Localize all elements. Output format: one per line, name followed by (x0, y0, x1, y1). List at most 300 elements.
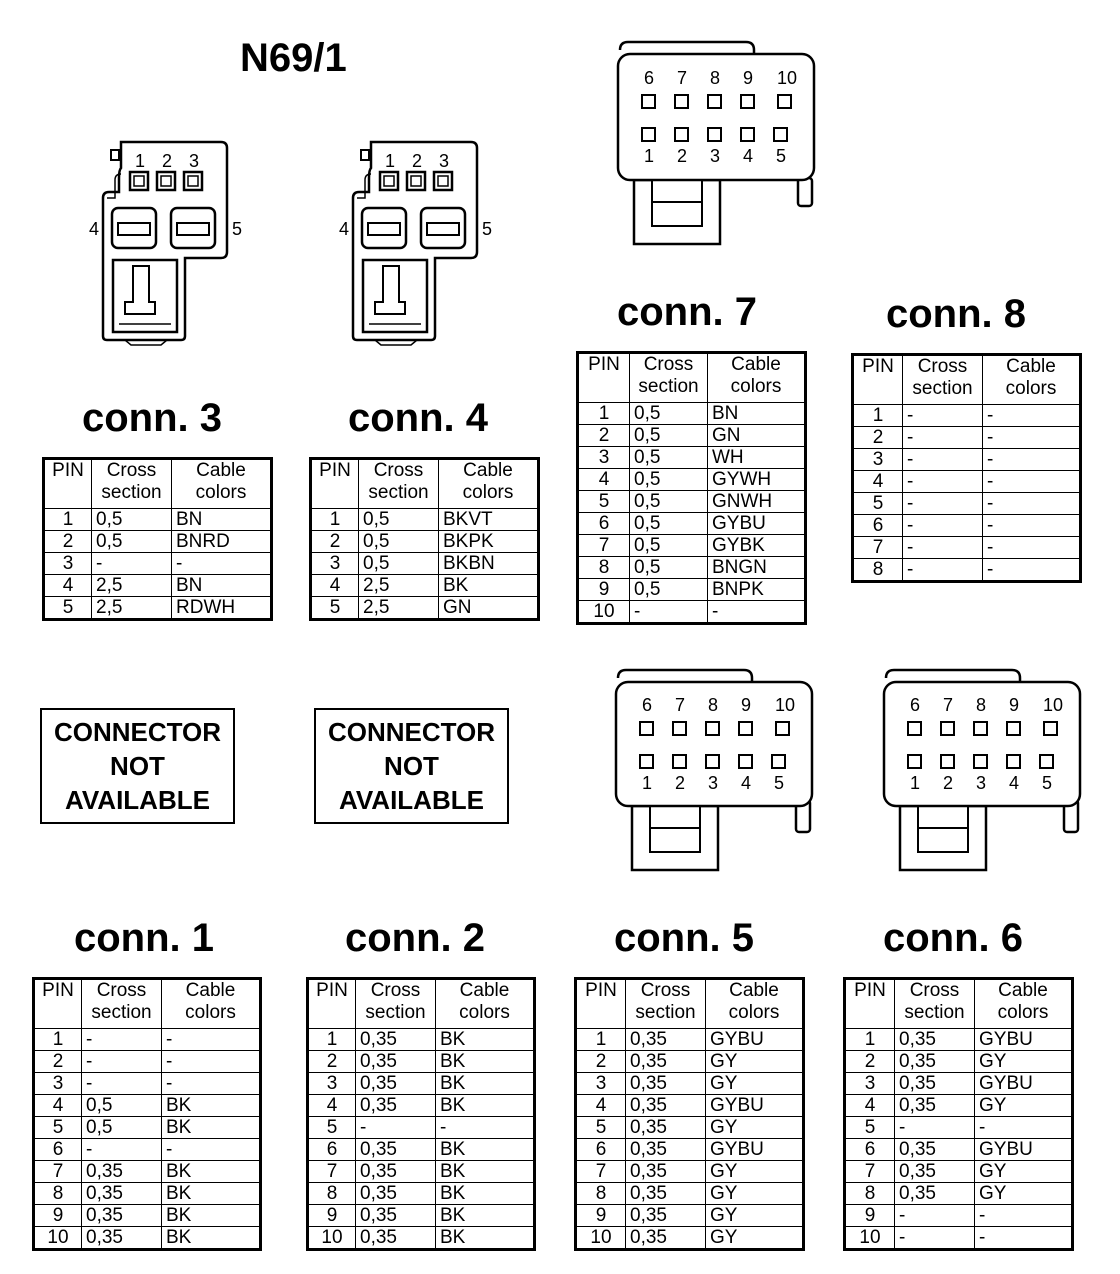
table-row (308, 1161, 535, 1183)
pin-number-cell: 2 (853, 427, 903, 449)
cross-section-cell: - (82, 1029, 162, 1051)
table-row (576, 1117, 804, 1139)
cable-color-cell: GY (706, 1227, 804, 1250)
cable-color-cell: - (983, 405, 1081, 427)
pin-label: 4 (1008, 773, 1020, 793)
cable-color-cell: - (983, 471, 1081, 493)
cable-color-cell: GYBU (706, 1139, 804, 1161)
cross-section-cell: - (82, 1073, 162, 1095)
pin-number-cell: 5 (44, 597, 92, 620)
column-header-cross-section: Cross section (82, 979, 162, 1029)
cable-color-cell: GNWH (708, 491, 806, 513)
cross-section-cell: 0,5 (92, 531, 172, 553)
column-header-cross-section: Cross section (626, 979, 706, 1029)
cable-color-cell: BNRD (172, 531, 272, 553)
pin-number-cell: 7 (578, 535, 630, 557)
table-row (576, 1161, 804, 1183)
cable-color-cell: BK (162, 1117, 261, 1139)
cross-section-cell: - (356, 1117, 436, 1139)
cable-color-cell: GYBU (708, 513, 806, 535)
cable-color-cell: BN (172, 575, 272, 597)
pin-number-cell: 8 (34, 1183, 82, 1205)
pin-number-cell: 8 (578, 557, 630, 579)
cross-section-cell: 0,35 (895, 1139, 975, 1161)
cable-color-cell: GY (975, 1183, 1073, 1205)
cable-color-cell: - (708, 601, 806, 624)
column-header-cross-section: Cross section (630, 353, 708, 403)
cable-color-cell: BK (162, 1227, 261, 1250)
cross-section-cell: 0,35 (626, 1227, 706, 1250)
connector-1-not-available: CONNECTOR NOT AVAILABLE (40, 708, 235, 824)
cross-section-cell: 0,5 (359, 531, 439, 553)
table-row (311, 575, 539, 597)
table-row (576, 1205, 804, 1227)
cable-color-cell: - (162, 1051, 261, 1073)
table-row (34, 1205, 261, 1227)
column-header-cable-colors: Cable colors (436, 979, 535, 1029)
column-header-pin: PIN (44, 459, 92, 509)
pin-number-cell: 4 (34, 1095, 82, 1117)
pin-number-cell: 1 (853, 405, 903, 427)
pin-number-cell: 10 (578, 601, 630, 624)
table-row (853, 515, 1081, 537)
column-header-cable-colors: Cable colors (162, 979, 261, 1029)
connector-5-title: conn. 5 (614, 916, 755, 960)
cross-section-cell: 2,5 (359, 575, 439, 597)
connector-5-drawing (610, 668, 820, 878)
cross-section-cell: 0,5 (630, 403, 708, 425)
cable-color-cell: GY (706, 1051, 804, 1073)
cross-section-cell: 0,35 (356, 1029, 436, 1051)
table-row (576, 1227, 804, 1250)
connector-6-title: conn. 6 (883, 916, 1024, 960)
cross-section-cell: 0,35 (356, 1095, 436, 1117)
pin-label: 1 (643, 146, 655, 166)
pin-label: 10 (1042, 695, 1064, 715)
pin-label: 7 (942, 695, 954, 715)
cable-color-cell: BK (436, 1205, 535, 1227)
table-row (576, 1029, 804, 1051)
cross-section-cell: 0,35 (356, 1139, 436, 1161)
column-header-cross-section: Cross section (356, 979, 436, 1029)
connector-3-drawing (85, 140, 255, 345)
pin-label: 1 (641, 773, 653, 793)
pin-label: 2 (161, 151, 173, 171)
table-row (578, 557, 806, 579)
cable-color-cell: BK (436, 1227, 535, 1250)
cross-section-cell: 0,35 (82, 1161, 162, 1183)
pin-number-cell: 6 (853, 515, 903, 537)
cable-color-cell: - (983, 515, 1081, 537)
pin-label: 1 (384, 151, 396, 171)
cable-color-cell: - (436, 1117, 535, 1139)
table-row (578, 535, 806, 557)
cable-color-cell: GYBU (975, 1029, 1073, 1051)
table-row (44, 531, 272, 553)
pin-label: 9 (1008, 695, 1020, 715)
pin-label: 4 (740, 773, 752, 793)
pin-number-cell: 7 (853, 537, 903, 559)
pin-number-cell: 4 (311, 575, 359, 597)
pin-label: 5 (482, 219, 493, 239)
pin-label: 2 (411, 151, 423, 171)
cable-color-cell: - (983, 559, 1081, 582)
pin-number-cell: 9 (578, 579, 630, 601)
table-row (44, 509, 272, 531)
table-row (44, 597, 272, 620)
connector-8-pin-table (851, 353, 1082, 583)
cross-section-cell: 0,5 (630, 469, 708, 491)
table-row (853, 559, 1081, 582)
cross-section-cell: 0,35 (626, 1117, 706, 1139)
cross-section-cell: 2,5 (92, 575, 172, 597)
cable-color-cell: BK (436, 1139, 535, 1161)
connector-3-pin-table (42, 457, 273, 621)
pin-number-cell: 1 (576, 1029, 626, 1051)
column-header-pin: PIN (308, 979, 356, 1029)
pin-label: 8 (707, 695, 719, 715)
cable-color-cell: BKPK (439, 531, 539, 553)
cable-color-cell: BKVT (439, 509, 539, 531)
pin-label: 5 (1041, 773, 1053, 793)
cross-section-cell: 0,5 (630, 425, 708, 447)
pin-label: 5 (773, 773, 785, 793)
cross-section-cell: 0,35 (626, 1139, 706, 1161)
pin-label: 10 (774, 695, 796, 715)
pin-label: 2 (674, 773, 686, 793)
pin-label: 1 (134, 151, 146, 171)
cross-section-cell: - (903, 449, 983, 471)
cross-section-cell: 0,5 (630, 579, 708, 601)
column-header-pin: PIN (578, 353, 630, 403)
pin-number-cell: 9 (34, 1205, 82, 1227)
column-header-pin: PIN (853, 355, 903, 405)
cable-color-cell: BKBN (439, 553, 539, 575)
connector-7-pin-table (576, 351, 807, 625)
table-row (44, 575, 272, 597)
cross-section-cell: 0,35 (895, 1095, 975, 1117)
table-row (578, 513, 806, 535)
pin-number-cell: 3 (576, 1073, 626, 1095)
pin-number-cell: 2 (311, 531, 359, 553)
connector-4-title: conn. 4 (348, 396, 489, 440)
pin-label: 3 (709, 146, 721, 166)
connector-3-title: conn. 3 (82, 396, 223, 440)
pin-number-cell: 1 (44, 509, 92, 531)
table-row (853, 471, 1081, 493)
pin-label: 3 (707, 773, 719, 793)
cable-color-cell: BK (436, 1051, 535, 1073)
pin-number-cell: 2 (308, 1051, 356, 1073)
cable-color-cell: - (983, 449, 1081, 471)
pin-number-cell: 3 (853, 449, 903, 471)
pin-number-cell: 6 (308, 1139, 356, 1161)
cable-color-cell: BK (436, 1183, 535, 1205)
table-row (34, 1073, 261, 1095)
cable-color-cell: GYBU (706, 1029, 804, 1051)
pin-number-cell: 8 (308, 1183, 356, 1205)
connector-2-not-available: CONNECTOR NOT AVAILABLE (314, 708, 509, 824)
pin-number-cell: 5 (845, 1117, 895, 1139)
cross-section-cell: 0,5 (82, 1117, 162, 1139)
pin-number-cell: 3 (34, 1073, 82, 1095)
cable-color-cell: - (975, 1227, 1073, 1250)
table-row (34, 1183, 261, 1205)
column-header-cable-colors: Cable colors (983, 355, 1081, 405)
pin-number-cell: 3 (44, 553, 92, 575)
cable-color-cell: - (975, 1205, 1073, 1227)
cable-color-cell: GYBK (708, 535, 806, 557)
pin-number-cell: 5 (853, 493, 903, 515)
pin-label: 2 (676, 146, 688, 166)
cross-section-cell: 0,5 (630, 447, 708, 469)
table-row (845, 1183, 1073, 1205)
pin-label: 9 (740, 695, 752, 715)
table-row (853, 405, 1081, 427)
table-row (845, 1139, 1073, 1161)
cross-section-cell: 0,35 (356, 1183, 436, 1205)
pin-number-cell: 3 (308, 1073, 356, 1095)
table-row (311, 597, 539, 620)
pin-label: 7 (676, 68, 688, 88)
connector-4-pin-table (309, 457, 540, 621)
cable-color-cell: GYBU (975, 1073, 1073, 1095)
table-row (34, 1051, 261, 1073)
cable-color-cell: GY (706, 1183, 804, 1205)
pin-label: 8 (709, 68, 721, 88)
pin-number-cell: 1 (845, 1029, 895, 1051)
pin-number-cell: 5 (34, 1117, 82, 1139)
cross-section-cell: 0,5 (82, 1095, 162, 1117)
pin-number-cell: 4 (853, 471, 903, 493)
cable-color-cell: BK (436, 1161, 535, 1183)
pin-label: 1 (909, 773, 921, 793)
column-header-cross-section: Cross section (903, 355, 983, 405)
pin-number-cell: 3 (311, 553, 359, 575)
pin-number-cell: 3 (578, 447, 630, 469)
cross-section-cell: - (82, 1051, 162, 1073)
table-row (845, 1205, 1073, 1227)
pin-number-cell: 6 (845, 1139, 895, 1161)
cross-section-cell: - (903, 427, 983, 449)
table-row (308, 1073, 535, 1095)
cable-color-cell: BNGN (708, 557, 806, 579)
cross-section-cell: 0,35 (895, 1073, 975, 1095)
table-row (845, 1117, 1073, 1139)
pin-label: 6 (641, 695, 653, 715)
pin-number-cell: 9 (308, 1205, 356, 1227)
table-row (853, 427, 1081, 449)
pin-label: 5 (775, 146, 787, 166)
table-row (34, 1029, 261, 1051)
pin-label: 6 (909, 695, 921, 715)
pin-label: 8 (975, 695, 987, 715)
connector-1-pin-table (32, 977, 262, 1251)
table-row (308, 1139, 535, 1161)
cross-section-cell: 0,35 (356, 1161, 436, 1183)
cross-section-cell: 0,35 (626, 1205, 706, 1227)
cable-color-cell: GY (706, 1073, 804, 1095)
column-header-cable-colors: Cable colors (172, 459, 272, 509)
cross-section-cell: - (903, 471, 983, 493)
cross-section-cell: - (895, 1227, 975, 1250)
table-row (34, 1117, 261, 1139)
column-header-cross-section: Cross section (895, 979, 975, 1029)
cable-color-cell: BK (439, 575, 539, 597)
cable-color-cell: GY (706, 1117, 804, 1139)
cable-color-cell: GYWH (708, 469, 806, 491)
pin-number-cell: 2 (44, 531, 92, 553)
column-header-cross-section: Cross section (359, 459, 439, 509)
connector-8-title: conn. 8 (886, 292, 1027, 336)
cable-color-cell: GYBU (706, 1095, 804, 1117)
pin-number-cell: 9 (845, 1205, 895, 1227)
pin-label: 4 (742, 146, 754, 166)
table-row (576, 1139, 804, 1161)
pin-label: 4 (339, 219, 350, 239)
cross-section-cell: - (903, 515, 983, 537)
pin-number-cell: 9 (576, 1205, 626, 1227)
cable-color-cell: - (983, 537, 1081, 559)
connector-6-drawing (878, 668, 1088, 878)
table-row (578, 425, 806, 447)
connector-1-title: conn. 1 (74, 916, 215, 960)
cross-section-cell: 0,5 (630, 535, 708, 557)
table-row (845, 1161, 1073, 1183)
pin-label: 5 (232, 219, 243, 239)
cross-section-cell: - (82, 1139, 162, 1161)
cross-section-cell: 0,35 (626, 1029, 706, 1051)
table-row (853, 537, 1081, 559)
cross-section-cell: 0,35 (626, 1161, 706, 1183)
table-row (845, 1095, 1073, 1117)
cable-color-cell: GY (706, 1161, 804, 1183)
pin-number-cell: 1 (308, 1029, 356, 1051)
table-row (311, 509, 539, 531)
table-row (578, 579, 806, 601)
pin-label: 3 (975, 773, 987, 793)
pin-number-cell: 4 (576, 1095, 626, 1117)
cross-section-cell: - (895, 1117, 975, 1139)
cross-section-cell: 0,35 (895, 1029, 975, 1051)
cross-section-cell: 0,35 (82, 1183, 162, 1205)
table-row (576, 1051, 804, 1073)
table-row (308, 1095, 535, 1117)
pin-number-cell: 7 (308, 1161, 356, 1183)
pin-number-cell: 6 (578, 513, 630, 535)
table-row (853, 449, 1081, 471)
pin-label: 9 (742, 68, 754, 88)
connector-6-pin-table (843, 977, 1074, 1251)
connector-7-drawing (612, 40, 822, 250)
cable-color-cell: - (975, 1117, 1073, 1139)
table-row (578, 491, 806, 513)
column-header-cable-colors: Cable colors (439, 459, 539, 509)
cable-color-cell: BK (162, 1205, 261, 1227)
table-row (308, 1227, 535, 1250)
pin-number-cell: 3 (845, 1073, 895, 1095)
table-row (576, 1095, 804, 1117)
cable-color-cell: BN (708, 403, 806, 425)
table-row (578, 403, 806, 425)
table-row (576, 1183, 804, 1205)
cable-color-cell: GY (706, 1205, 804, 1227)
table-row (34, 1161, 261, 1183)
connector-4-drawing (335, 140, 505, 345)
pin-number-cell: 8 (845, 1183, 895, 1205)
pin-label: 3 (438, 151, 450, 171)
pin-label: 7 (674, 695, 686, 715)
cross-section-cell: 0,35 (356, 1051, 436, 1073)
cable-color-cell: GN (708, 425, 806, 447)
cross-section-cell: 0,35 (626, 1095, 706, 1117)
connector-5-pin-table (574, 977, 805, 1251)
cable-color-cell: - (983, 493, 1081, 515)
cross-section-cell: - (903, 559, 983, 582)
table-row (853, 493, 1081, 515)
cable-color-cell: BK (436, 1073, 535, 1095)
column-header-cable-colors: Cable colors (706, 979, 804, 1029)
pin-number-cell: 2 (34, 1051, 82, 1073)
pin-label: 10 (776, 68, 798, 88)
cable-color-cell: - (162, 1073, 261, 1095)
table-row (308, 1205, 535, 1227)
table-row (311, 553, 539, 575)
cable-color-cell: BNPK (708, 579, 806, 601)
page-title: N69/1 (240, 36, 347, 80)
connector-2-pin-table (306, 977, 536, 1251)
cross-section-cell: 0,35 (356, 1205, 436, 1227)
pin-number-cell: 5 (308, 1117, 356, 1139)
pin-number-cell: 2 (576, 1051, 626, 1073)
table-row (845, 1073, 1073, 1095)
cross-section-cell: - (92, 553, 172, 575)
column-header-cable-colors: Cable colors (975, 979, 1073, 1029)
cable-color-cell: BK (436, 1029, 535, 1051)
table-row (34, 1095, 261, 1117)
pin-label: 3 (188, 151, 200, 171)
cross-section-cell: - (903, 537, 983, 559)
connector-2-title: conn. 2 (345, 916, 486, 960)
cross-section-cell: 0,5 (630, 491, 708, 513)
pin-label: 4 (89, 219, 100, 239)
pin-number-cell: 4 (578, 469, 630, 491)
pin-number-cell: 8 (853, 559, 903, 582)
table-row (578, 469, 806, 491)
table-row (308, 1051, 535, 1073)
cable-color-cell: - (172, 553, 272, 575)
pin-number-cell: 7 (845, 1161, 895, 1183)
table-row (576, 1073, 804, 1095)
cross-section-cell: 0,35 (356, 1227, 436, 1250)
pin-number-cell: 5 (576, 1117, 626, 1139)
cable-color-cell: - (162, 1029, 261, 1051)
pin-number-cell: 5 (311, 597, 359, 620)
cable-color-cell: BN (172, 509, 272, 531)
cross-section-cell: 0,5 (359, 509, 439, 531)
pin-number-cell: 6 (576, 1139, 626, 1161)
cross-section-cell: 0,35 (82, 1205, 162, 1227)
cross-section-cell: - (895, 1205, 975, 1227)
column-header-cable-colors: Cable colors (708, 353, 806, 403)
cross-section-cell: 0,5 (630, 557, 708, 579)
cable-color-cell: GY (975, 1161, 1073, 1183)
cross-section-cell: 0,35 (626, 1183, 706, 1205)
cable-color-cell: BK (162, 1095, 261, 1117)
cable-color-cell: GN (439, 597, 539, 620)
pin-number-cell: 10 (34, 1227, 82, 1250)
table-row (34, 1227, 261, 1250)
